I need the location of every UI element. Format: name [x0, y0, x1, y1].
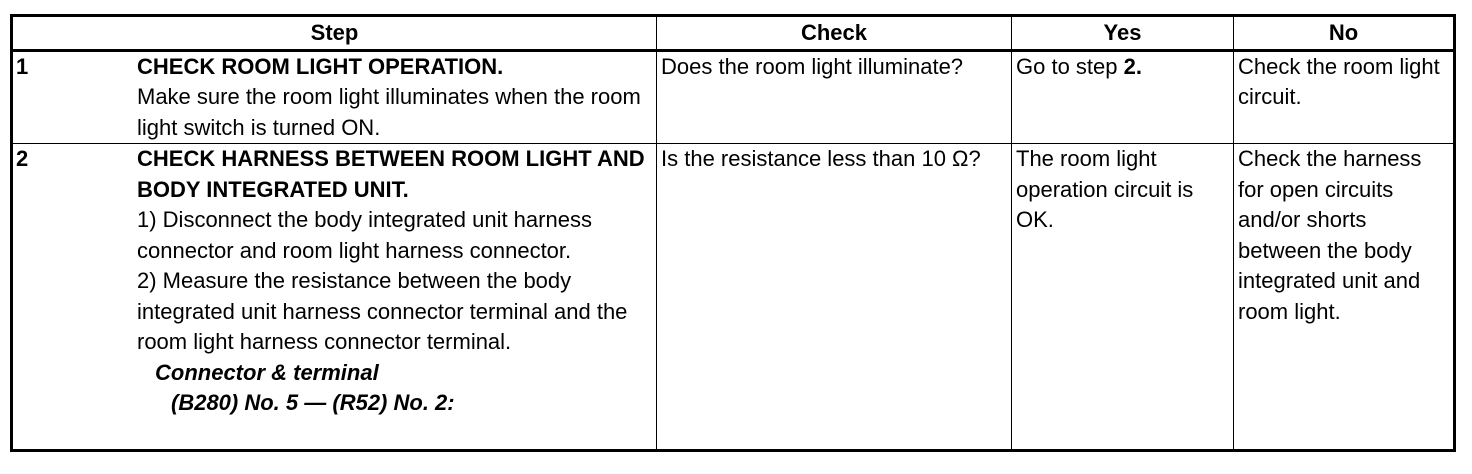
check-cell: Is the resistance less than 10 Ω?	[657, 144, 1012, 451]
step-number: 1	[16, 53, 29, 79]
yes-step-link: 2.	[1123, 53, 1142, 79]
check-cell: Does the room light illuminate?	[657, 50, 1012, 144]
step-instruction-2: 2) Measure the resistance between the body integrated unit harness connector terminal and the room light harness connector terminal.	[137, 268, 628, 354]
step-cell	[12, 50, 657, 144]
diagnostic-procedure-table	[10, 14, 1456, 452]
header-no: No	[1234, 16, 1455, 51]
header-step: Step	[12, 16, 657, 51]
step-instruction-1: 1) Disconnect the body integrated unit harness connector and room light harness connector.	[137, 207, 592, 263]
step-number: 2	[16, 146, 29, 171]
step-title: CHECK HARNESS BETWEEN ROOM LIGHT AND BODY INTEGRATED UNIT.	[137, 146, 645, 202]
no-cell: Check the room light circuit.	[1234, 50, 1455, 144]
header-check: Check	[657, 16, 1012, 51]
yes-cell	[1012, 50, 1234, 144]
yes-cell: The room light operation circuit is OK.	[1012, 144, 1234, 451]
no-cell: Check the harness for open circuits and/or shorts between the body integrated unit and room light.	[1234, 144, 1455, 451]
step-description: Make sure the room light illuminates when the room light switch is turned ON.	[137, 84, 641, 140]
step-title: CHECK ROOM LIGHT OPERATION.	[137, 53, 504, 79]
connector-label: Connector & terminal	[155, 359, 379, 385]
step-cell	[12, 144, 657, 451]
header-yes: Yes	[1012, 16, 1234, 51]
table-row	[12, 144, 1455, 451]
connector-value: (B280) No. 5 — (R52) No. 2:	[171, 390, 455, 415]
yes-text: Go to step	[1016, 53, 1124, 79]
table-row	[12, 50, 1455, 144]
table-header-row	[12, 16, 1455, 51]
